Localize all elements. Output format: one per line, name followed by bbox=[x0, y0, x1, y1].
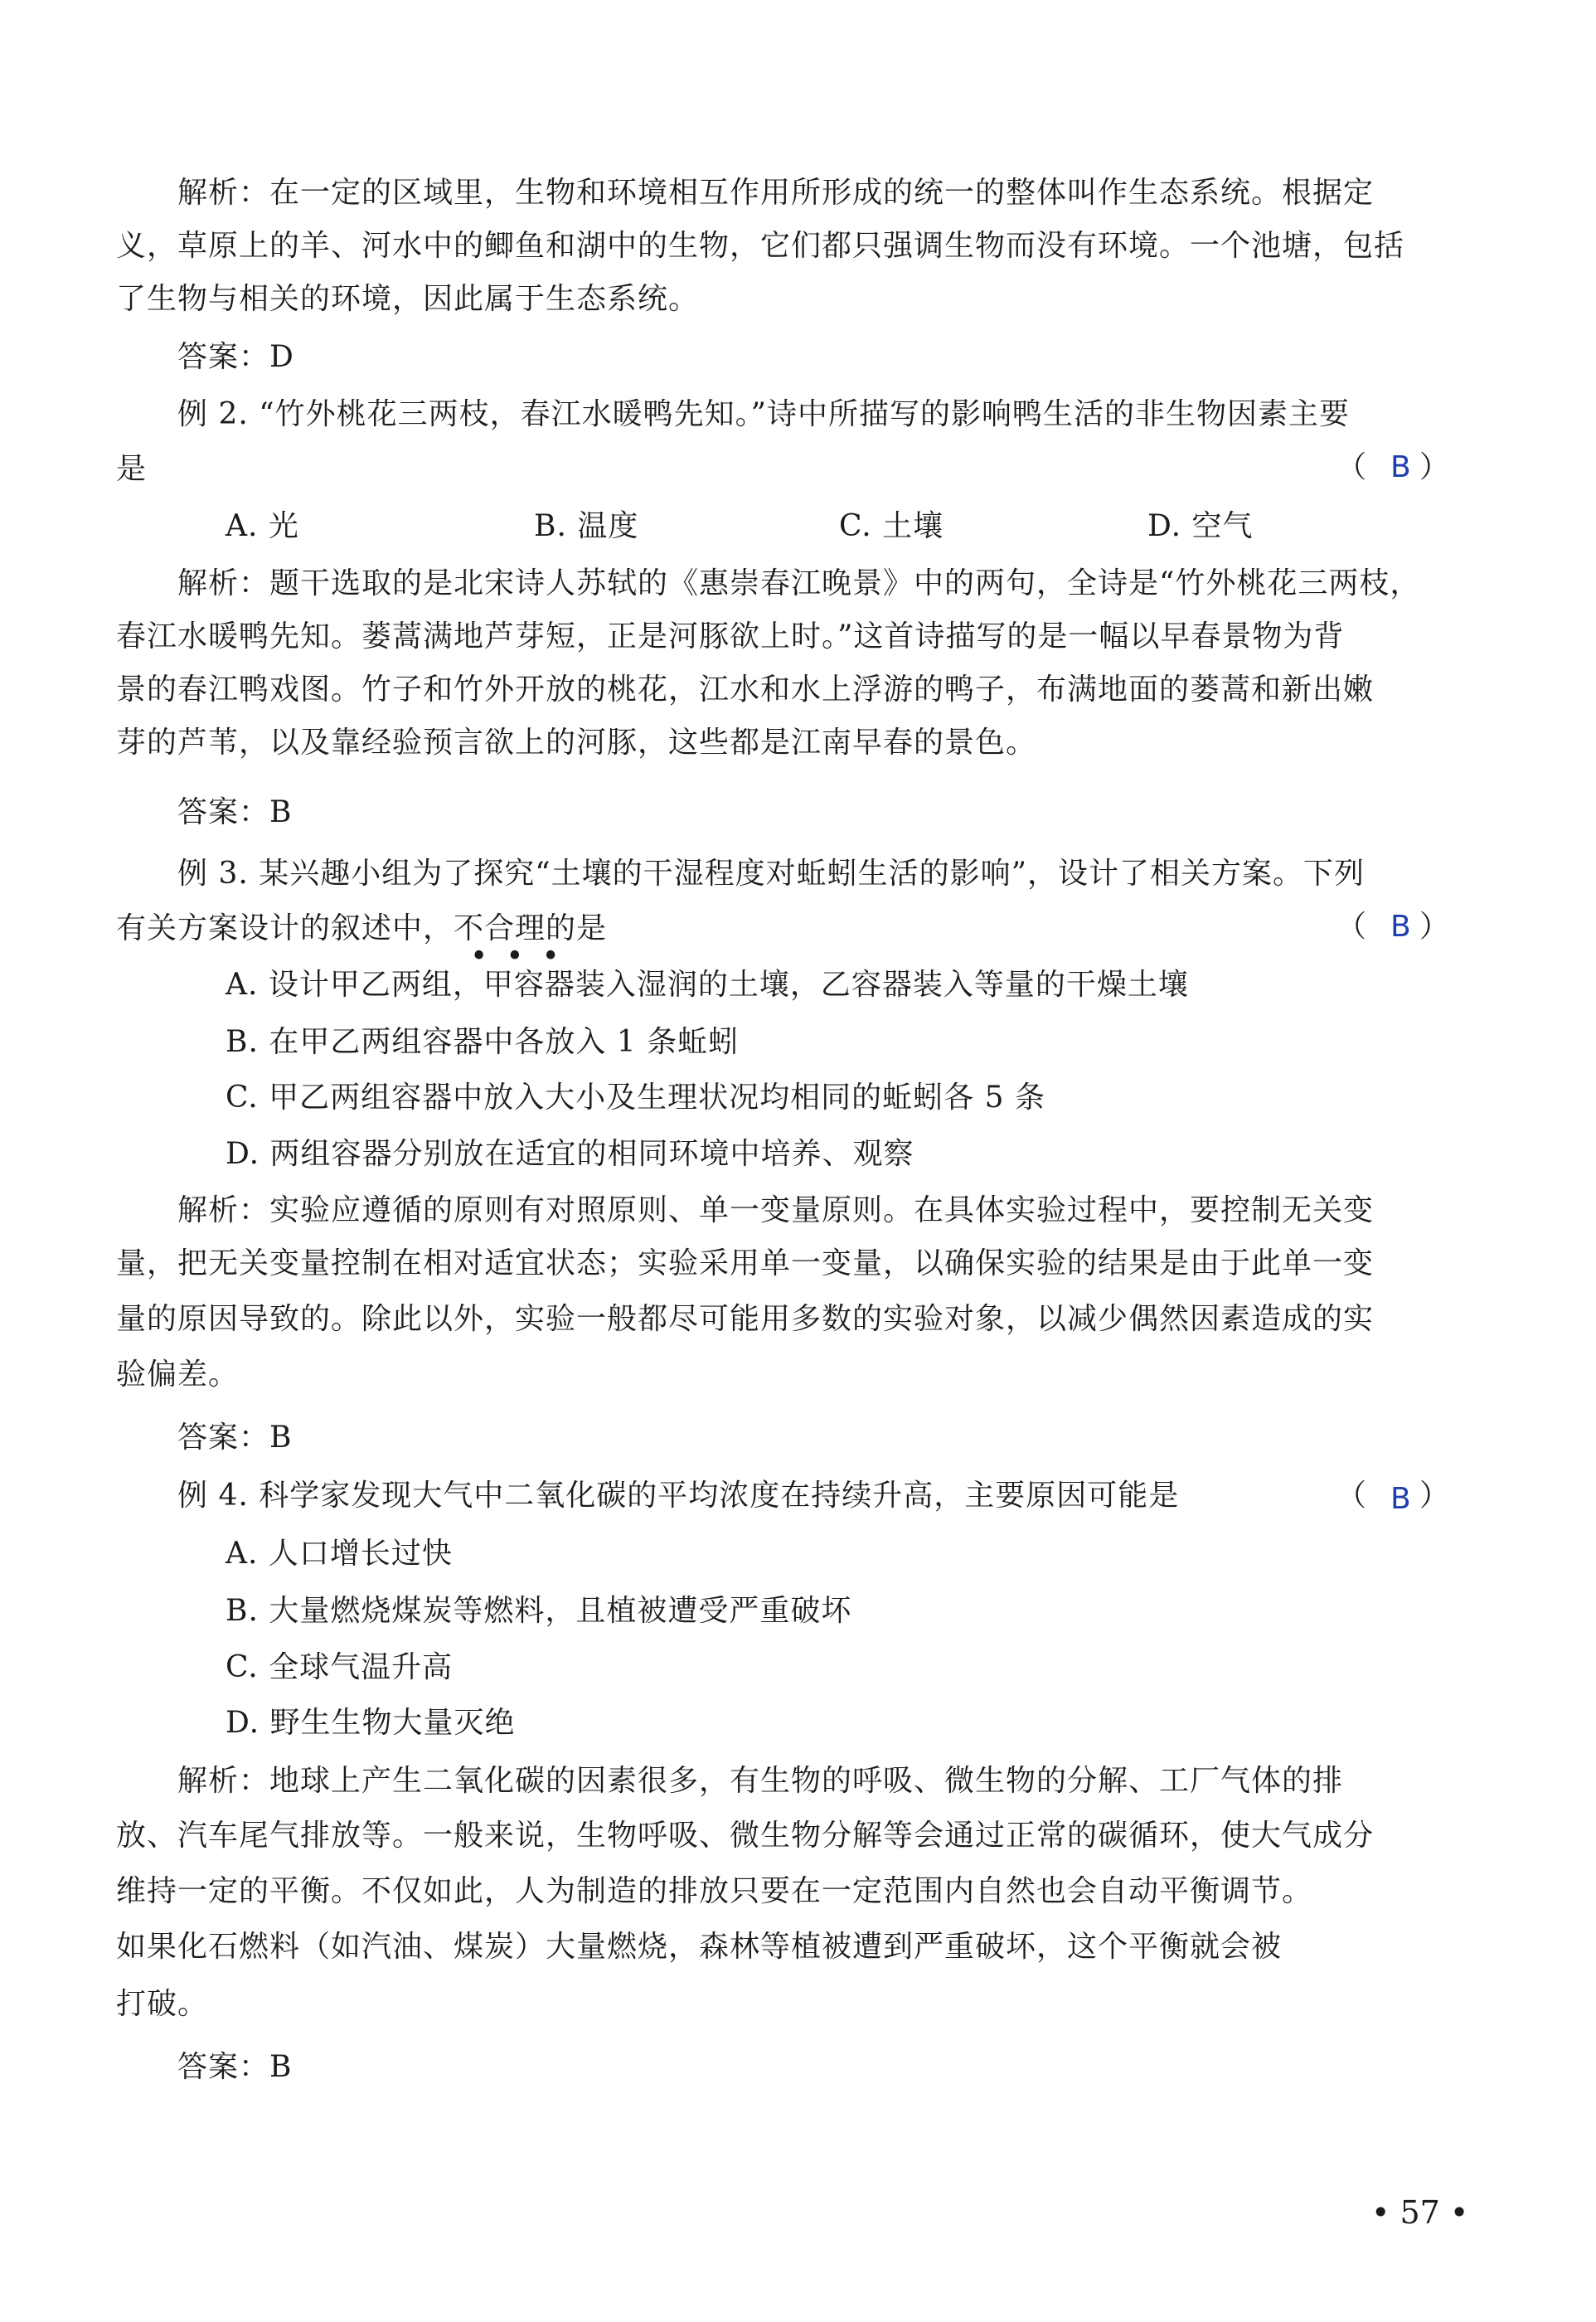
answer-letter: B bbox=[1390, 910, 1411, 944]
option-c: C. 甲乙两组容器中放入大小及生理状况均相同的蚯蚓各 5 条 bbox=[226, 1081, 1045, 1115]
option-c: C. 土壤 bbox=[839, 509, 944, 543]
analysis-line: 景的春江鸭戏图。竹子和竹外开放的桃花，江水和水上浮游的鸭子，布满地面的蒌蒿和新出嫩 bbox=[116, 673, 1375, 707]
analysis-line: 了生物与相关的环境，因此属于生态系统。 bbox=[116, 282, 700, 316]
analysis-line: 解析：地球上产生二氧化碳的因素很多，有生物的呼吸、微生物的分解、工厂气体的排 bbox=[177, 1764, 1344, 1798]
answer-text: 答案：B bbox=[177, 2050, 293, 2084]
bracket-open: （ bbox=[1336, 450, 1367, 484]
option-b: B. 温度 bbox=[534, 509, 639, 543]
option-b: B. 大量燃烧煤炭等燃料，且植被遭受严重破坏 bbox=[226, 1594, 852, 1628]
question-line: 有关方案设计的叙述中，不合理的是 bbox=[116, 911, 608, 945]
answer-text: 答案：B bbox=[177, 795, 293, 829]
analysis-line: 义，草原上的羊、河水中的鲫鱼和湖中的生物，它们都只强调生物而没有环境。一个池塘，包括 bbox=[116, 229, 1405, 263]
bracket-close: ） bbox=[1419, 450, 1450, 484]
option-d: D. 空气 bbox=[1147, 509, 1254, 543]
question-line: 例 4. 科学家发现大气中二氧化碳的平均浓度在持续升高，主要原因可能是 bbox=[177, 1479, 1180, 1513]
analysis-line: 量的原因导致的。除此以外，实验一般都尽可能用多数的实验对象，以减少偶然因素造成的实 bbox=[116, 1302, 1375, 1336]
analysis-line: 解析：实验应遵循的原则有对照原则、单一变量原则。在具体实验过程中，要控制无关变 bbox=[177, 1193, 1375, 1227]
option-a: A. 人口增长过快 bbox=[226, 1537, 453, 1571]
bracket-close: ） bbox=[1419, 1479, 1450, 1513]
page-number: • 57 • bbox=[1371, 2194, 1469, 2231]
analysis-line: 维持一定的平衡。不仅如此，人为制造的排放只要在一定范围内自然也会自动平衡调节。 bbox=[116, 1874, 1313, 1908]
question-line: 例 2. “竹外桃花三两枝，春江水暖鸭先知。”诗中所描写的影响鸭生活的非生物因素主要 bbox=[177, 397, 1351, 431]
analysis-line: 放、汽车尾气排放等。一般来说，生物呼吸、微生物分解等会通过正常的碳循环，使大气成分 bbox=[116, 1819, 1375, 1853]
analysis-line: 芽的芦苇，以及靠经验预言欲上的河豚，这些都是江南早春的景色。 bbox=[116, 726, 1037, 760]
question-line: 是 bbox=[116, 452, 148, 486]
option-b: B. 在甲乙两组容器中各放入 1 条蚯蚓 bbox=[226, 1025, 740, 1059]
answer-text: 答案：B bbox=[177, 1421, 293, 1455]
answer-letter: B bbox=[1390, 450, 1411, 484]
option-d: D. 两组容器分别放在适宜的相同环境中培养、观察 bbox=[226, 1137, 914, 1171]
analysis-line: 解析：题干选取的是北宋诗人苏轼的《惠崇春江晚景》中的两句，全诗是“竹外桃花三两枝， bbox=[177, 566, 1421, 600]
bracket-open: （ bbox=[1336, 910, 1367, 944]
analysis-line: 验偏差。 bbox=[116, 1358, 240, 1392]
bracket-close: ） bbox=[1419, 910, 1450, 944]
analysis-line: 量，把无关变量控制在相对适宜状态；实验采用单一变量，以确保实验的结果是由于此单一变 bbox=[116, 1246, 1375, 1280]
option-a: A. 设计甲乙两组，甲容器装入湿润的土壤，乙容器装入等量的干燥土壤 bbox=[226, 968, 1189, 1002]
analysis-line: 如果化石燃料（如汽油、煤炭）大量燃烧，森林等植被遭到严重破坏，这个平衡就会被 bbox=[116, 1930, 1283, 1964]
answer-text: 答案：D bbox=[177, 340, 294, 374]
analysis-line: 春江水暖鸭先知。蒌蒿满地芦芽短，正是河豚欲上时。”这首诗描写的是一幅以早春景物为背 bbox=[116, 619, 1345, 653]
analysis-line: 解析：在一定的区域里，生物和环境相互作用所形成的统一的整体叫作生态系统。根据定 bbox=[177, 176, 1375, 210]
question-line: 例 3. 某兴趣小组为了探究“土壤的干湿程度对蚯蚓生活的影响”，设计了相关方案。下列 bbox=[177, 857, 1366, 891]
option-d: D. 野生生物大量灭绝 bbox=[226, 1706, 516, 1740]
option-c: C. 全球气温升高 bbox=[226, 1650, 454, 1684]
emphasis-dots: ••• bbox=[470, 940, 578, 974]
answer-letter: B bbox=[1390, 1482, 1411, 1516]
analysis-line: 打破。 bbox=[116, 1987, 209, 2021]
option-a: A. 光 bbox=[226, 509, 299, 543]
bracket-open: （ bbox=[1336, 1479, 1367, 1513]
